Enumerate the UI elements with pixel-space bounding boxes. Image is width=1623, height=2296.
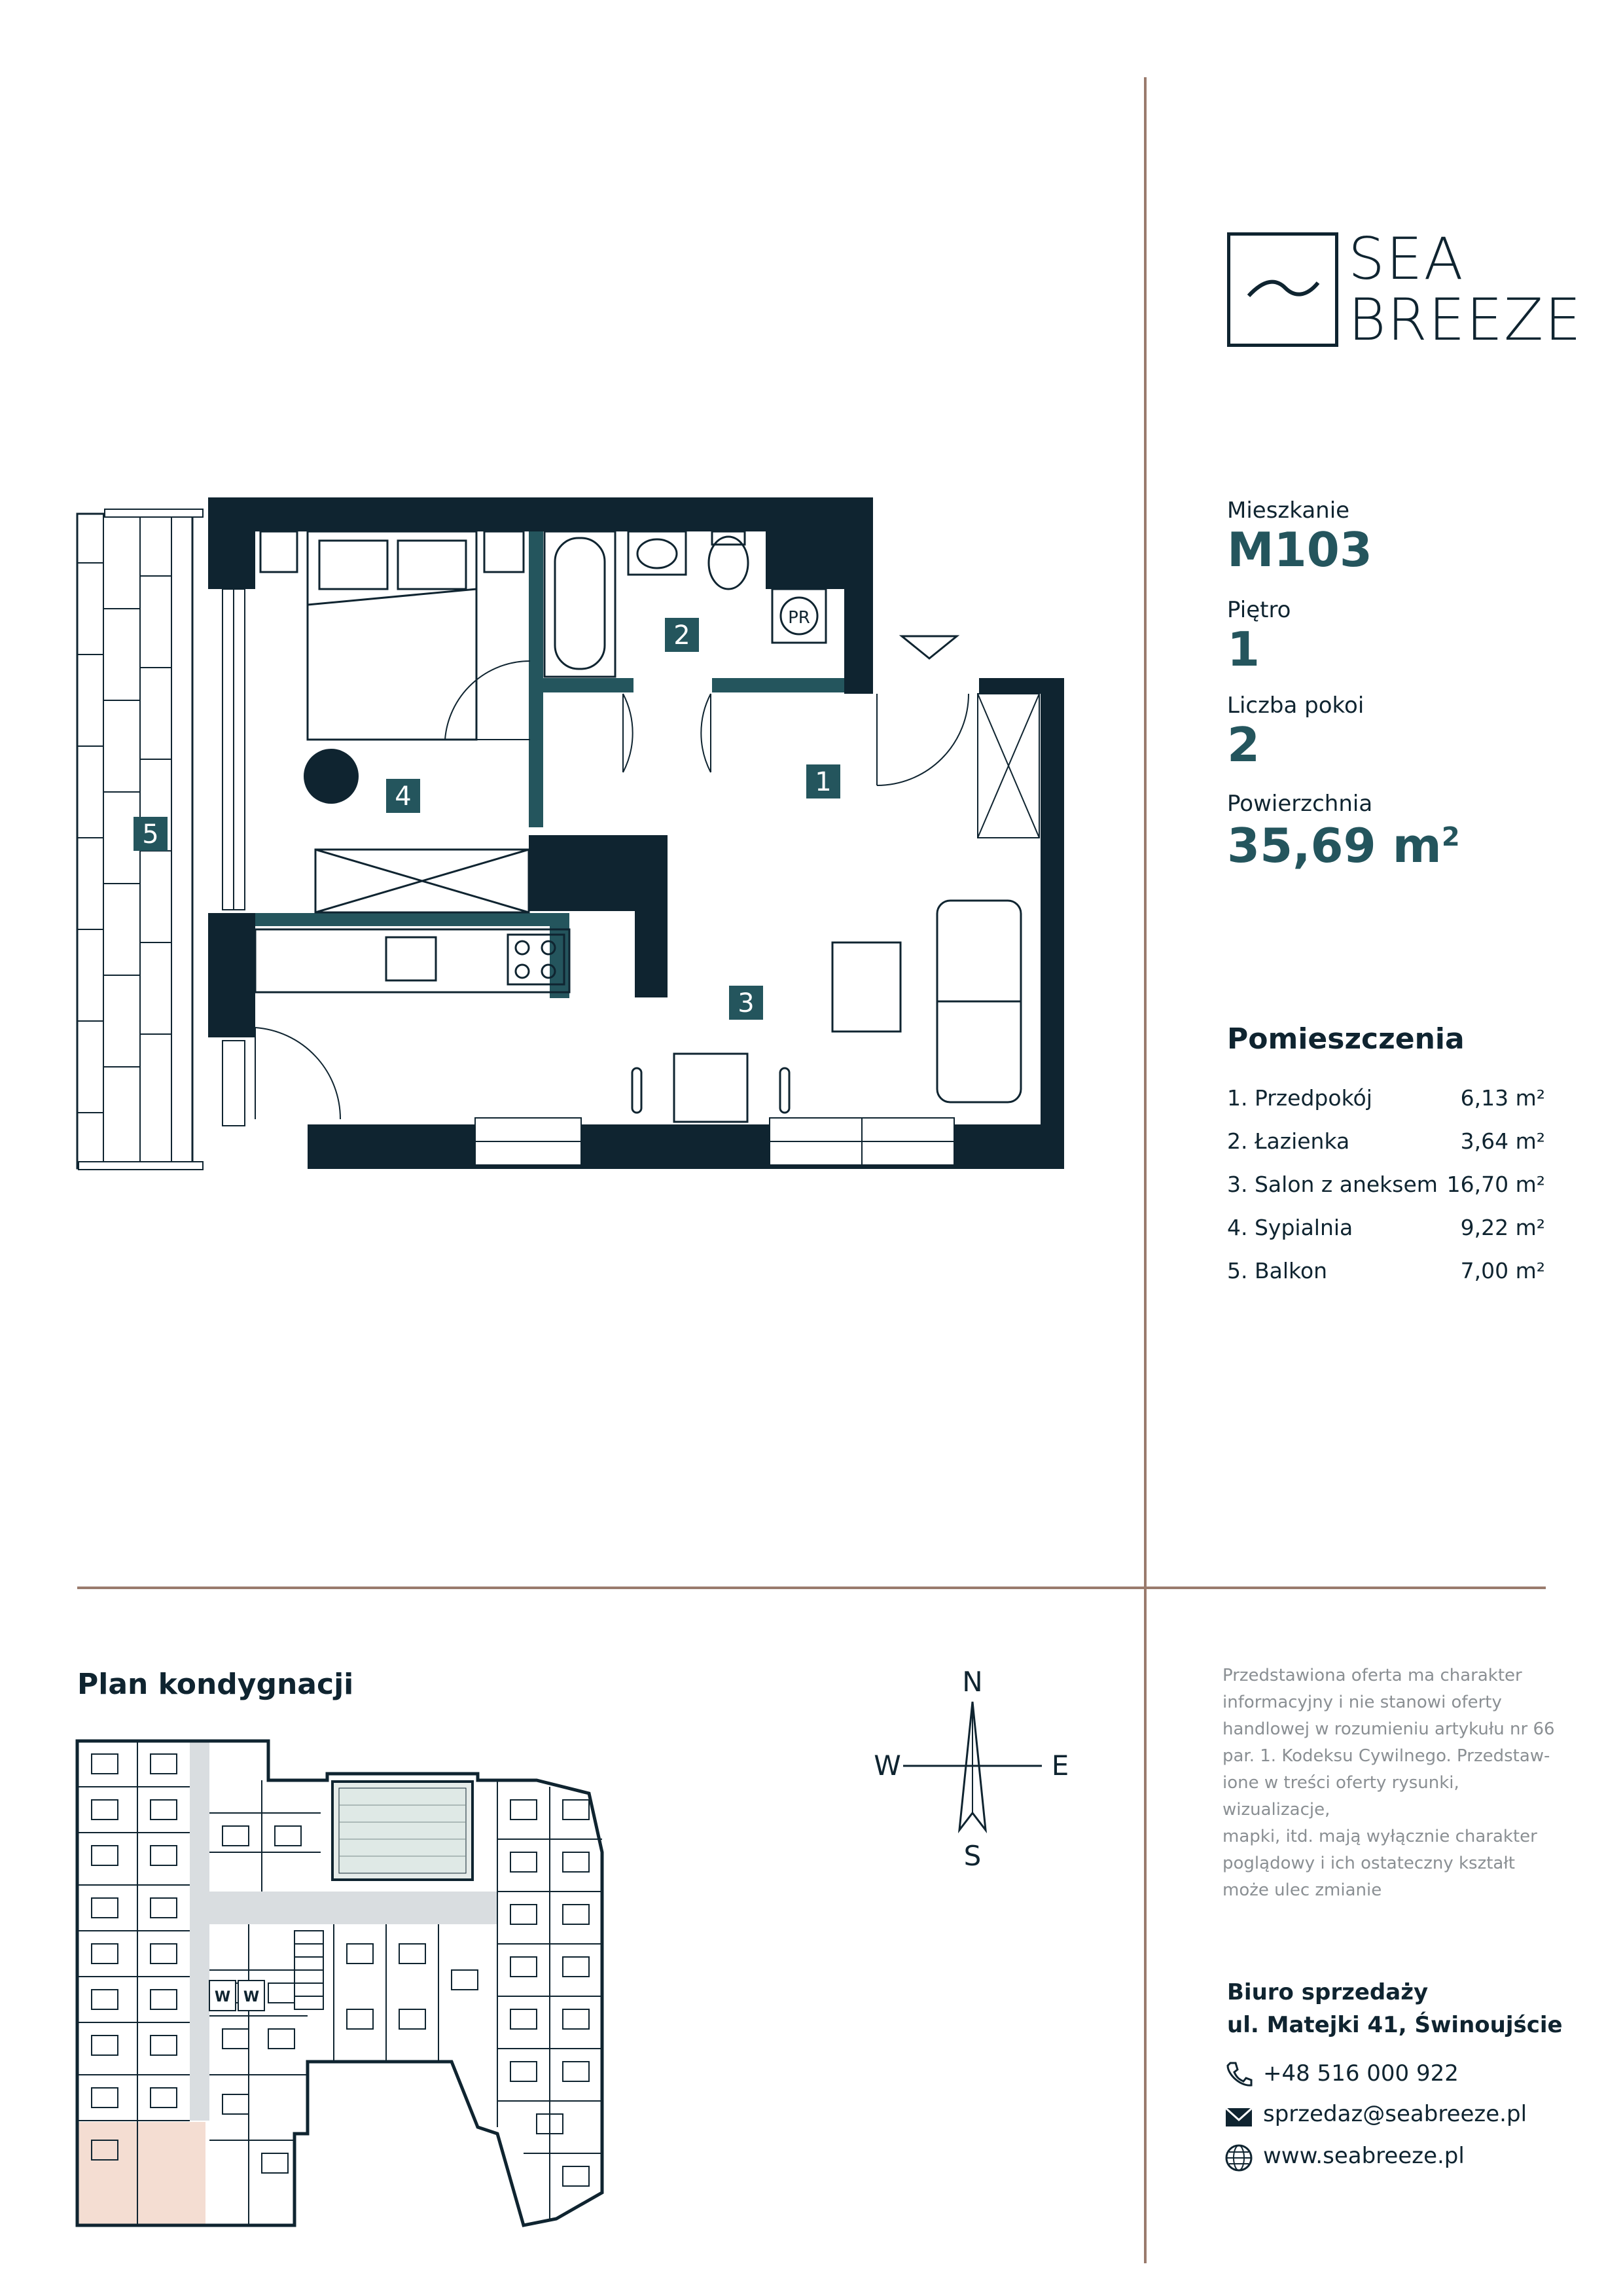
disclaimer-line: handlowej w rozumieniu artykułu nr 66 [1222,1719,1555,1739]
email-link[interactable]: sprzedaz@seabreeze.pl [1263,2101,1527,2127]
disclaimer-line: ione w treści oferty rysunki, wizualizacje, [1222,1773,1459,1820]
disclaimer-line: Przedstawiona oferta ma charakter [1222,1666,1522,1685]
room-row [1227,1085,1545,1111]
rooms-count-value: 2 [1227,717,1260,772]
mail-icon [1224,2102,1254,2132]
wave-icon [1230,236,1335,344]
disclaimer-line: poglądowy i ich ostateczny kształt [1222,1854,1515,1873]
website-link[interactable]: www.seabreeze.pl [1263,2143,1465,2169]
logo-text-line1: SEA [1348,225,1465,293]
kitchen-counter [255,929,569,992]
phone-link[interactable]: +48 516 000 922 [1263,2060,1459,2087]
living-furniture [632,901,1021,1122]
horizontal-divider [77,1587,1546,1589]
room-area: 3,64 m² [1460,1128,1545,1154]
marker-3: 3 [738,988,755,1018]
room-area: 16,70 m² [1446,1172,1545,1197]
room-name: 4. Sypialnia [1227,1215,1353,1240]
apartment-number: M103 [1227,522,1372,577]
floor-plan-title: Plan kondygnacji [77,1668,354,1701]
sales-office-title: Biuro sprzedaży [1227,1979,1429,2005]
room-area: 9,22 m² [1460,1215,1545,1240]
rooms-count-label: Liczba pokoi [1227,692,1364,719]
apartment-label: Mieszkanie [1227,497,1350,524]
floor-value: 1 [1227,622,1260,677]
floor-label: Piętro [1227,597,1291,623]
w-mark-1: W [214,1989,231,2005]
vertical-divider [1144,77,1147,2263]
highlighted-apartment [79,2122,205,2224]
room-row [1227,1128,1545,1154]
disclaimer-line: może ulec zmianie [1222,1880,1382,1900]
washer-label: PR [788,608,810,628]
compass-w: W [874,1749,901,1782]
area-unit-sup: 2 [1441,822,1460,852]
room-area: 7,00 m² [1460,1258,1545,1283]
marker-1: 1 [815,767,832,797]
area-number: 35,69 m [1227,818,1442,873]
bedroom-furniture [260,531,524,740]
entrance-arrow-icon [902,636,957,658]
area-value [1227,818,1460,873]
room-name: 2. Łazienka [1227,1128,1350,1154]
logo-mark [1227,232,1338,347]
disclaimer-line: informacyjny i nie stanowi oferty [1222,1693,1502,1712]
compass-e: E [1051,1749,1069,1782]
sales-office-address: ul. Matejki 41, Świnoujście [1227,2012,1563,2038]
room-name: 3. Salon z aneksem [1227,1172,1438,1197]
phone-icon [1224,2059,1254,2089]
logo-text-line2: BREEZE [1348,286,1582,353]
round-object [304,749,359,804]
compass [864,1662,1086,1885]
marker-4: 4 [395,781,412,812]
building-floor-plan [72,1734,615,2232]
compass-n: N [962,1666,983,1698]
apartment-plan [65,484,1086,1178]
room-area: 6,13 m² [1460,1085,1545,1111]
room-row [1227,1215,1545,1240]
compass-s: S [963,1840,982,1872]
room-name: 5. Balkon [1227,1258,1328,1283]
disclaimer [1222,1662,1563,1904]
marker-5: 5 [142,819,159,850]
area-label: Powierzchnia [1227,791,1373,817]
rooms-title: Pomieszczenia [1227,1022,1465,1056]
globe-icon [1224,2143,1254,2173]
bedroom-wardrobe [315,850,529,912]
w-mark-2: W [243,1989,260,2005]
stairs [294,1931,323,2009]
disclaimer-line: par. 1. Kodeksu Cywilnego. Przedstaw- [1222,1746,1550,1766]
room-row [1227,1172,1545,1197]
room-row [1227,1258,1545,1283]
disclaimer-line: mapki, itd. mają wyłącznie charakter [1222,1827,1537,1846]
room-name: 1. Przedpokój [1227,1085,1372,1111]
marker-2: 2 [673,620,690,651]
